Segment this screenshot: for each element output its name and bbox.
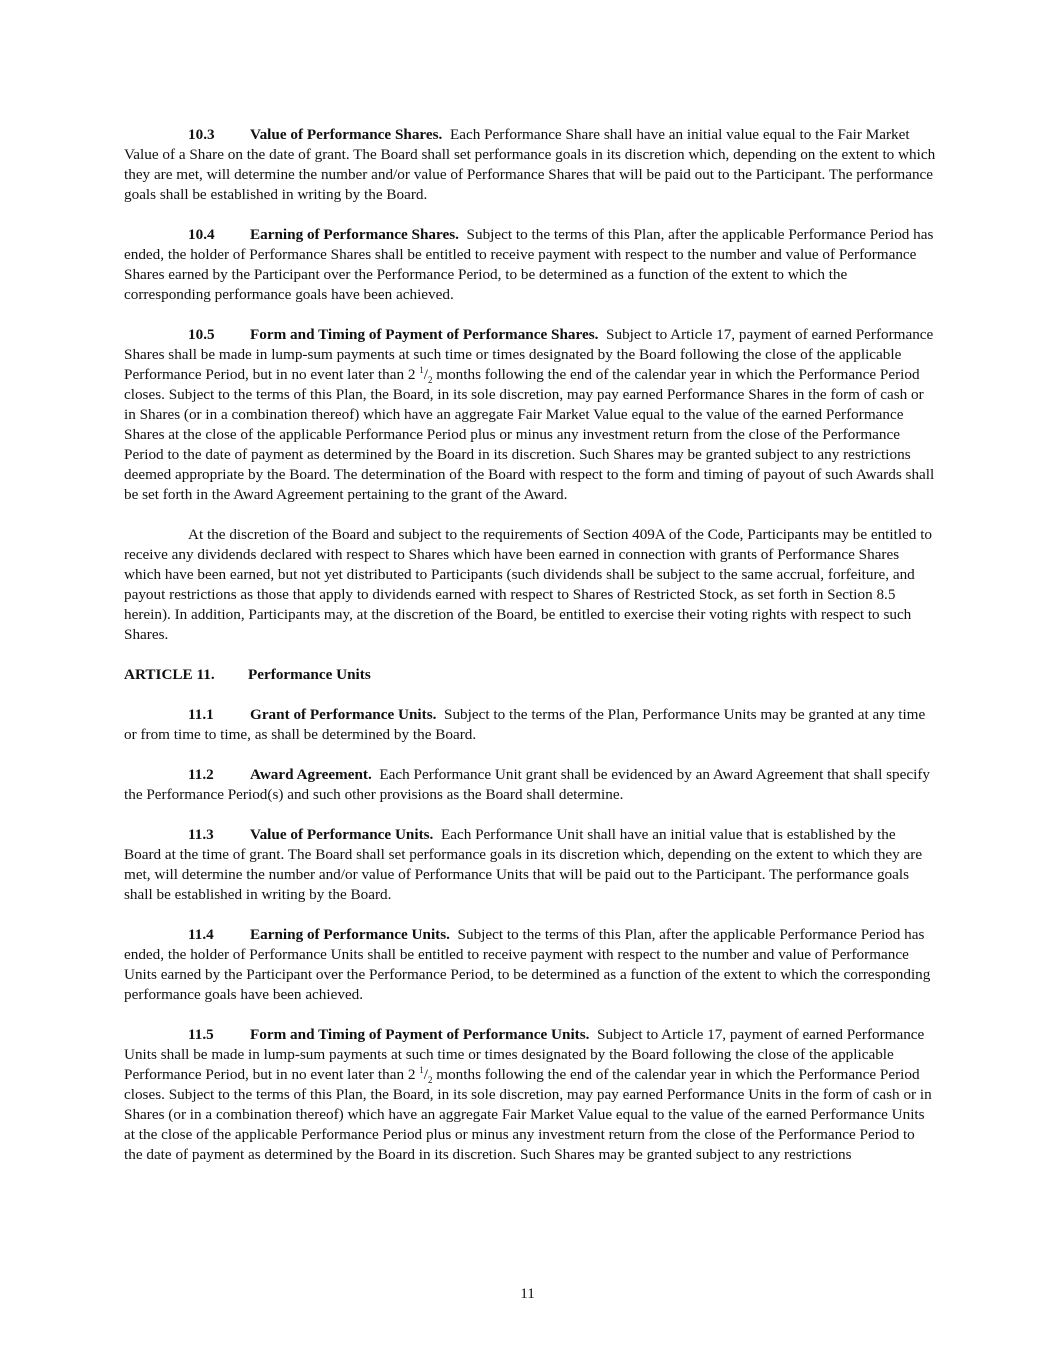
section-heading: Form and Timing of Payment of Performance Units. (250, 1026, 590, 1043)
fraction-slash: / (423, 366, 428, 383)
section-heading: Award Agreement. (250, 766, 372, 783)
section-10-5 (124, 325, 936, 505)
section-number: 10.5 (188, 326, 215, 343)
dividends-paragraph: At the discretion of the Board and subject to the requirements of Section 409A of the Code, Participants may be entitled to receive any dividends declared with respect to Shares which have been earned in connection with grants of Performance Shares which have been earned, but not yet distributed to Participants (such dividends shall be subject to the same accrual, forfeiture, and payout restrictions as those that apply to dividends earned with respect to Shares of Restricted Stock, as set forth in Section 8.5 herein). In addition, Participants may, at the discretion of the Board, be entitled to exercise their voting rights with respect to such Shares. (124, 526, 933, 643)
page-number: 11 (520, 1285, 535, 1302)
section-11-1 (124, 705, 936, 745)
section-number: 11.4 (188, 926, 214, 943)
section-number: 11.5 (188, 1026, 214, 1043)
fraction-denominator: 2 (427, 375, 433, 386)
section-10-4 (124, 225, 936, 305)
section-body-continued: months following the end of the calendar year in which the Performance Period closes. Subject to the terms of this Plan, the Board, in its sole discretion, may pay earned Performance Shares in the form of cash or in Shares (or in a combination thereof) which have an aggregate Fair Market Value equal to the value of the earned Performance Shares at the close of the applicable Performance Period plus or minus any investment return from the close of the Performance Period to the date of payment as determined by the Board in its discretion. Such Shares may be granted subject to any restrictions deemed appropriate by the Board. The determination of the Board with respect to the form and timing of payout of such Awards shall be set forth in the Award Agreement pertaining to the grant of the Award. (124, 366, 935, 503)
fraction-numerator: 1 (419, 1064, 424, 1075)
section-11-5 (124, 1025, 936, 1165)
article-title: Performance Units (248, 666, 371, 683)
fraction-denominator: 2 (427, 1075, 433, 1086)
section-number: 11.3 (188, 826, 214, 843)
section-body: Subject to the terms of this Plan, after the applicable Performance Period has ended, the holder of Performance Units shall be entitled to receive payment with respect to the number and value of Performance Units earned by the Participant over the Performance Period, to be determined as a function of the extent to which the corresponding performance goals have been achieved. (124, 926, 931, 1003)
section-number: 10.4 (188, 226, 215, 243)
section-heading: Value of Performance Units. (250, 826, 434, 843)
section-number: 10.3 (188, 126, 215, 143)
section-11-3 (124, 825, 936, 905)
section-body: Subject to the terms of the Plan, Performance Units may be granted at any time or from time to time, as shall be determined by the Board. (124, 706, 926, 743)
section-11-2 (124, 765, 936, 805)
article-label: ARTICLE 11. (124, 666, 215, 683)
section-number: 11.1 (188, 706, 214, 723)
section-heading: Form and Timing of Payment of Performance Shares. (250, 326, 599, 343)
article-11-heading (124, 665, 936, 685)
section-body: Each Performance Unit shall have an initial value that is established by the Board at the time of grant. The Board shall set performance goals in its discretion which, depending on the extent to which they are met, will determine the number and/or value of Performance Units that will be paid out to the Participant. The performance goals shall be established in writing by the Board. (124, 826, 923, 903)
section-body: Each Performance Unit grant shall be evidenced by an Award Agreement that shall specify the Performance Period(s) and such other provisions as the Board shall determine. (124, 766, 931, 803)
document-page (124, 125, 936, 1185)
section-body: Subject to the terms of this Plan, after the applicable Performance Period has ended, the holder of Performance Shares shall be entitled to receive payment with respect to the number and value of Performance Shares earned by the Participant over the Performance Period, to be determined as a function of the extent to which the corresponding performance goals have been achieved. (124, 226, 934, 303)
fraction-slash: / (423, 1066, 428, 1083)
section-body: Each Performance Share shall have an initial value equal to the Fair Market Value of a Share on the date of grant. The Board shall set performance goals in its discretion which, depending on the extent to which they are met, will determine the number and/or value of Performance Shares that will be paid out to the Participant. The performance goals shall be established in writing by the Board. (124, 126, 936, 203)
fraction-numerator: 1 (419, 364, 424, 375)
section-number: 11.2 (188, 766, 214, 783)
section-body-continued: months following the end of the calendar year in which the Performance Period closes. Subject to the terms of this Plan, the Board, in its sole discretion, may pay earned Performance Units in the form of cash or in Shares (or in a combination thereof) which have an aggregate Fair Market Value equal to the value of the earned Performance Units at the close of the applicable Performance Period plus or minus any investment return from the close of the Performance Period to the date of payment as determined by the Board in its discretion. Such Shares may be granted subject to any restrictions (124, 1066, 932, 1163)
section-11-4 (124, 925, 936, 1005)
section-heading: Value of Performance Shares. (250, 126, 443, 143)
section-heading: Earning of Performance Shares. (250, 226, 459, 243)
section-body: Subject to Article 17, payment of earned Performance Shares shall be made in lump-sum payments at such time or times designated by the Board following the close of the applicable Performance Period, but in no event later than 2 (124, 326, 934, 383)
section-heading: Earning of Performance Units. (250, 926, 450, 943)
section-10-3 (124, 125, 936, 205)
section-heading: Grant of Performance Units. (250, 706, 437, 723)
section-body: Subject to Article 17, payment of earned Performance Units shall be made in lump-sum payments at such time or times designated by the Board following the close of the applicable Performance Period, but in no event later than 2 (124, 1026, 925, 1083)
